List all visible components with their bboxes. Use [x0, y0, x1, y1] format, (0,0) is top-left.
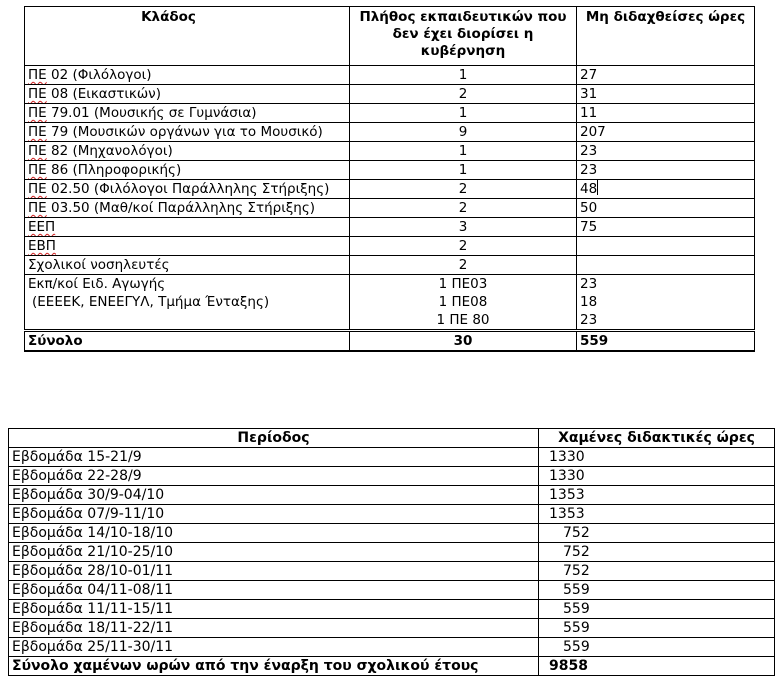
hours-cell: 1330 — [539, 467, 775, 486]
plithos-cell: 1 — [350, 66, 577, 85]
ores-cell: 11 — [577, 104, 755, 123]
table-row — [25, 85, 755, 104]
ores-cell[interactable]: 48 — [577, 180, 755, 199]
table-row — [9, 581, 775, 600]
hours-cell: 1353 — [539, 505, 775, 524]
period-cell: Εβδομάδα 04/11-08/11 — [9, 581, 539, 600]
ores-cell: 75 — [577, 218, 755, 237]
klados-cell: ΠΕ 08 (Εικαστικών) — [25, 85, 350, 104]
table-row — [9, 638, 775, 657]
hours-cell: 1330 — [539, 448, 775, 467]
ores-cell: 23 — [577, 142, 755, 161]
hours-cell: 559 — [539, 638, 775, 657]
header-klados: Κλάδος — [25, 7, 350, 66]
table-row — [25, 142, 755, 161]
klados-cell: ΠΕ 02 (Φιλόλογοι) — [25, 66, 350, 85]
klados-cell: Εκπ/κοί Ειδ. Αγωγής (ΕΕΕΕΚ, ΕΝΕΕΓΥΛ, Τμήμα Ένταξης) — [25, 275, 350, 331]
plithos-cell: 2 — [350, 256, 577, 275]
period-cell: Εβδομάδα 18/11-22/11 — [9, 619, 539, 638]
header-period: Περίοδος — [9, 429, 539, 448]
ores-cell: 50 — [577, 199, 755, 218]
plithos-cell: 2 — [350, 199, 577, 218]
table-row — [9, 486, 775, 505]
table-row — [25, 180, 755, 199]
table-row — [9, 619, 775, 638]
klados-cell: ΠΕ 79.01 (Μουσικής σε Γυμνάσια) — [25, 104, 350, 123]
ores-cell: 207 — [577, 123, 755, 142]
header-ores: Μη διδαχθείσες ώρες — [577, 7, 755, 66]
table-row — [9, 467, 775, 486]
table-row — [25, 66, 755, 85]
ores-cell: 23 18 23 — [577, 275, 755, 331]
table-row — [25, 199, 755, 218]
header-plithos: Πλήθος εκπαιδευτικών που δεν έχει διορίσει η κυβέρνηση — [350, 7, 577, 66]
plithos-cell: 1 — [350, 142, 577, 161]
period-cell: Εβδομάδα 15-21/9 — [9, 448, 539, 467]
table-row — [9, 505, 775, 524]
plithos-cell: 3 — [350, 218, 577, 237]
klados-cell: ΠΕ 03.50 (Μαθ/κοί Παράλληλης Στήριξης) — [25, 199, 350, 218]
table-row — [9, 448, 775, 467]
plithos-cell: 1 — [350, 161, 577, 180]
total-row — [9, 657, 775, 676]
plithos-cell: 2 — [350, 237, 577, 256]
teachers-table-header — [25, 7, 755, 66]
table-row — [25, 237, 755, 256]
ores-cell — [577, 237, 755, 256]
table-row — [25, 218, 755, 237]
table-row — [9, 562, 775, 581]
teachers-table — [24, 6, 755, 352]
total-label: Σύνολο χαμένων ωρών από την έναρξη του σχολικού έτους — [9, 657, 539, 676]
plithos-cell: 2 — [350, 85, 577, 104]
klados-cell: Σχολικοί νοσηλευτές — [25, 256, 350, 275]
table-row — [25, 256, 755, 275]
period-cell: Εβδομάδα 22-28/9 — [9, 467, 539, 486]
table-row — [25, 123, 755, 142]
ores-cell — [577, 256, 755, 275]
klados-cell: ΕΒΠ — [25, 237, 350, 256]
plithos-cell: 9 — [350, 123, 577, 142]
lost-hours-table — [8, 428, 775, 676]
hours-cell: 752 — [539, 524, 775, 543]
period-cell: Εβδομάδα 11/11-15/11 — [9, 600, 539, 619]
total-row — [25, 331, 755, 352]
klados-cell: ΠΕ 79 (Μουσικών οργάνων για το Μουσικό) — [25, 123, 350, 142]
period-cell: Εβδομάδα 07/9-11/10 — [9, 505, 539, 524]
hours-cell: 559 — [539, 619, 775, 638]
ores-cell: 27 — [577, 66, 755, 85]
lost-hours-header — [9, 429, 775, 448]
ores-cell: 31 — [577, 85, 755, 104]
klados-cell: ΠΕ 82 (Μηχανολόγοι) — [25, 142, 350, 161]
total-ores: 559 — [577, 331, 755, 352]
header-hours: Χαμένες διδακτικές ώρες — [539, 429, 775, 448]
plithos-cell: 2 — [350, 180, 577, 199]
period-cell: Εβδομάδα 28/10-01/11 — [9, 562, 539, 581]
hours-cell: 559 — [539, 600, 775, 619]
period-cell: Εβδομάδα 14/10-18/10 — [9, 524, 539, 543]
klados-cell: ΠΕ 02.50 (Φιλόλογοι Παράλληλης Στήριξης) — [25, 180, 350, 199]
klados-cell: ΠΕ 86 (Πληροφορικής) — [25, 161, 350, 180]
table-row — [9, 524, 775, 543]
period-cell: Εβδομάδα 25/11-30/11 — [9, 638, 539, 657]
table-row — [9, 543, 775, 562]
period-cell: Εβδομάδα 30/9-04/10 — [9, 486, 539, 505]
period-cell: Εβδομάδα 21/10-25/10 — [9, 543, 539, 562]
table-row — [25, 161, 755, 180]
hours-cell: 752 — [539, 543, 775, 562]
table-row — [25, 104, 755, 123]
hours-cell: 1353 — [539, 486, 775, 505]
hours-cell: 559 — [539, 581, 775, 600]
plithos-cell: 1 — [350, 104, 577, 123]
plithos-cell: 1 ΠΕ03 1 ΠΕ08 1 ΠΕ 80 — [350, 275, 577, 331]
klados-cell: ΕΕΠ — [25, 218, 350, 237]
total-plithos: 30 — [350, 331, 577, 352]
text-cursor — [597, 180, 598, 195]
ores-cell: 23 — [577, 161, 755, 180]
total-label: Σύνολο — [25, 331, 350, 352]
hours-cell: 752 — [539, 562, 775, 581]
table-row — [9, 600, 775, 619]
table-row-special-education — [25, 275, 755, 331]
total-hours: 9858 — [539, 657, 775, 676]
